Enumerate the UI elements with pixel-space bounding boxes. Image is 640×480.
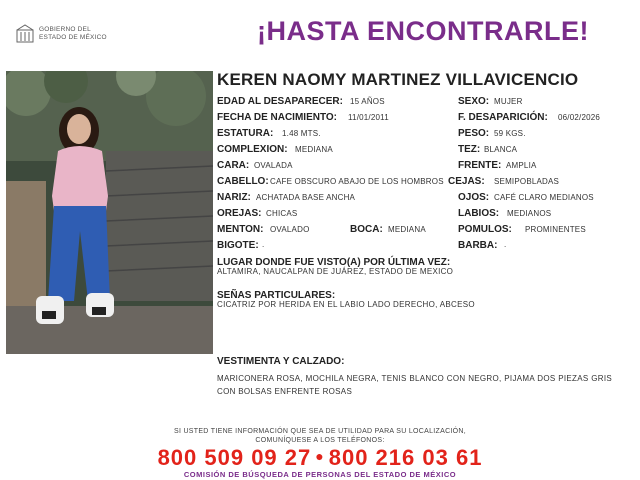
vestimenta-title: VESTIMENTA Y CALZADO: [217,356,345,367]
commission-name: COMISIÓN DE BÚSQUEDA DE PERSONAS DEL ESTADO DE MÉXICO [183,470,457,479]
senas-title: SEÑAS PARTICULARES: [217,290,336,301]
lugar-text: ALTAMIRA, NAUCALPAN DE JUÁREZ, ESTADO DE MEXICO [217,267,454,276]
frente-value: AMPLIA [506,161,537,170]
footer-note-line2: COMUNÍQUESE A LOS TELÉFONOS: [255,437,385,444]
edad-label: EDAD AL DESAPARECER: [217,96,343,107]
logo-line1: GOBIERNO DEL [39,26,91,33]
bigote-value: . [262,240,265,249]
sexo-label: SEXO: [458,96,490,107]
tez-value: BLANCA [484,145,518,154]
bigote-label: BIGOTE: [217,240,259,251]
cejas-label: CEJAS: [448,176,485,187]
phone-1: 800 509 09 27 [157,445,312,470]
frente-label: FRENTE: [458,160,502,171]
estatura-value: 1.48 MTS. [282,129,321,138]
cabello-value: CAFE OBSCURO ABAJO DE LOS HOMBROS [270,177,444,186]
seal-icon [14,24,36,44]
menton-value: OVALADO [270,225,310,234]
boca-value: MEDIANA [388,225,426,234]
cara-value: OVALADA [254,161,293,170]
peso-value: 59 KGS. [494,129,526,138]
peso-label: PESO: [458,128,490,139]
cejas-value: SEMIPOBLADAS [494,177,560,186]
vestimenta-text: MARICONERA ROSA, MOCHILA NEGRA, TENIS BLANCO CON NEGRO, PIJAMA DOS PIEZAS GRIS CON BOLSAS ENFRENTE ROSAS [217,374,612,396]
tez-label: TEZ: [458,144,481,155]
headline: ¡HASTA ENCONTRARLE! [257,16,589,46]
photo-image [6,71,213,354]
person-name: KEREN NAOMY MARTINEZ VILLAVICENCIO [217,70,579,89]
government-logo [14,22,114,48]
nacimiento-label: FECHA DE NACIMIENTO: [217,112,337,123]
person-photo [6,71,213,354]
logo-line2: ESTADO DE MÉXICO [39,34,107,41]
phone-numbers [0,445,640,471]
phone-2: 800 216 03 61 [328,445,483,470]
labios-value: MEDIANOS [507,209,552,218]
lugar-title: LUGAR DONDE FUE VISTO(A) POR ÚLTIMA VEZ: [217,257,451,268]
ojos-label: OJOS: [458,192,490,203]
footer-note-line1: SI USTED TIENE INFORMACIÓN QUE SEA DE UTILIDAD PARA SU LOCALIZACIÓN, [173,428,467,435]
cara-label: CARA: [217,160,250,171]
edad-value: 15 AÑOS [350,97,385,106]
ojos-value: CAFÉ CLARO MEDIANOS [494,193,594,202]
nacimiento-value: 11/01/2011 [348,113,389,122]
senas-text: CICATRIZ POR HERIDA EN EL LABIO LADO DERECHO, ABCESO [217,300,475,309]
orejas-value: CHICAS [266,209,298,218]
nariz-label: NARIZ: [217,192,251,203]
estatura-label: ESTATURA: [217,128,274,139]
pomulos-value: PROMINENTES [525,225,586,234]
barba-label: BARBA: [458,240,498,251]
labios-label: LABIOS: [458,208,500,219]
desaparicion-value: 06/02/2026 [558,113,601,122]
desaparicion-label: F. DESAPARICIÓN: [458,112,548,123]
orejas-label: OREJAS: [217,208,262,219]
boca-label: BOCA: [350,224,383,235]
complexion-value: MEDIANA [295,145,333,154]
separator-dot-icon: ● [315,448,325,464]
menton-label: MENTON: [217,224,264,235]
barba-value: . [504,240,507,249]
cabello-label: CABELLO: [217,176,269,187]
nariz-value: ACHATADA BASE ANCHA [256,193,356,202]
sexo-value: MUJER [494,97,523,106]
complexion-label: COMPLEXION: [217,144,288,155]
pomulos-label: POMULOS: [458,224,512,235]
